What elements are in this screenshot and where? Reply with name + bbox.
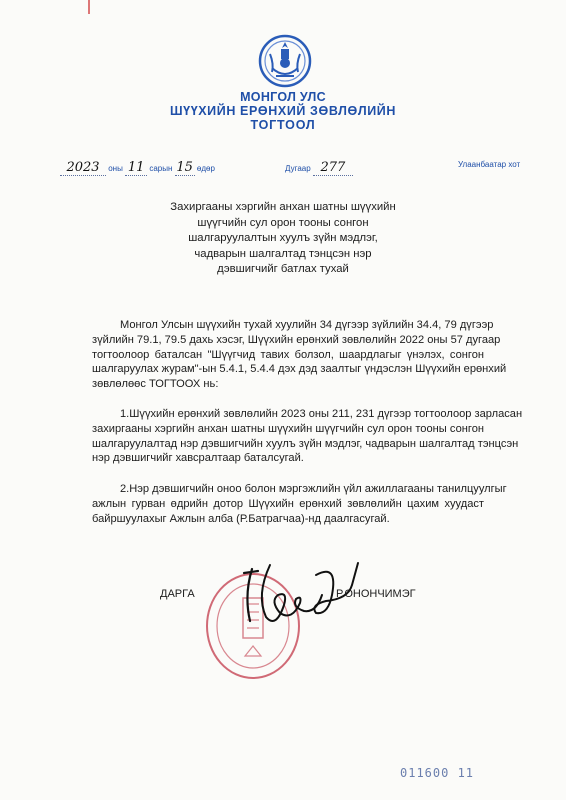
paragraph-line: захиргааны хэргийн анхан шатны шүүхийн шүүгчийн сул орон тооны сонгон	[92, 422, 484, 435]
number-label: Дугаар	[285, 164, 311, 173]
state-emblem-icon	[258, 34, 312, 88]
document-type: ТОГТООЛ	[250, 118, 316, 132]
title-line: дэвшигчийг батлах тухай	[217, 263, 349, 276]
paragraph-line: тогтоолоор баталсан "Шүүгчид тавих болзол, шаардлагыг үнэлэх, сонгон	[92, 348, 484, 361]
title-line: шүүгчийн сул орон тооны сонгон	[197, 216, 369, 229]
title-line: шалгаруулалтын хуулъ зүйн мэдлэг,	[188, 232, 378, 245]
title-line: Захиргааны хэргийн анхан шатны шүүхийн	[170, 201, 396, 213]
day-suffix: өдөр	[196, 164, 215, 173]
paragraph-line: шалгаруулалтад нэр дэвшигчийн хуулъ зүйн мэдлэг, чадварын шалгалтад тэнцсэн	[92, 437, 519, 450]
country-name: МОНГОЛ УЛС	[240, 90, 326, 104]
signatory-name: Р.ОНОНЧИМЭГ	[336, 588, 416, 600]
serial-number: 011600 11	[400, 766, 475, 780]
corner-mark	[88, 0, 90, 14]
paragraph-line: зөвлөлөөс ТОГТООХ нь:	[92, 378, 219, 391]
number-line	[285, 160, 353, 176]
number-value: 277	[313, 160, 353, 176]
paragraph-line: байршуулахыг Ажлын алба (Р.Батрагчаа)-нд даалгасугай.	[92, 512, 390, 525]
preamble-paragraph	[92, 318, 507, 392]
title-line: чадварын шалгалтад тэнцсэн нэр	[194, 247, 372, 260]
signatory-role: ДАРГА	[160, 588, 195, 600]
council-name: ШҮҮХИЙН ЕРӨНХИЙ ЗӨВЛӨЛИЙН	[169, 104, 396, 118]
paragraph-line: 2.Нэр дэвшигчийн оноо болон мэргэжлийн үйл ажиллагааны танилцуулгыг	[120, 483, 507, 495]
resolution-title	[150, 200, 416, 278]
resolution-item-1	[92, 407, 523, 466]
paragraph-line: нэр дэвшигчийг хавсралтаар баталсугай.	[92, 452, 304, 465]
paragraph-line: зүйлийн 79.1, 79.5 дахь хэсэг, Шүүхийн ерөнхий зөвлөлийн 2022 оны 57 дугаар	[92, 333, 501, 346]
paragraph-line: 1.Шүүхийн ерөнхий зөвлөлийн 2023 оны 211, 231 дүгээр тогтоолоор зарласан	[120, 408, 523, 420]
city-name: Улаанбаатар хот	[458, 160, 521, 169]
month-suffix: сарын	[149, 164, 173, 173]
paragraph-line: ажлын гурван өдрийн дотор Шүүхийн ерөнхий зөвлөлийн цахим хуудаст	[92, 497, 484, 510]
paragraph-line: Монгол Улсын шүүхийн тухай хуулийн 34 дүгээр зүйлийн 34.4, 79 дүгээр	[120, 319, 494, 331]
paragraph-line: шалгаруулах журам"-ын 5.4.1, 5.4.4 дэх дэд заалтыг үндэслэн Шүүхийн ерөнхий	[92, 363, 507, 376]
day-value: 15	[176, 160, 193, 175]
month-value: 11	[125, 160, 147, 176]
year-suffix: оны	[108, 164, 123, 173]
date-line	[60, 160, 215, 176]
resolution-item-2	[92, 482, 507, 526]
year-value: 2023	[60, 160, 106, 176]
